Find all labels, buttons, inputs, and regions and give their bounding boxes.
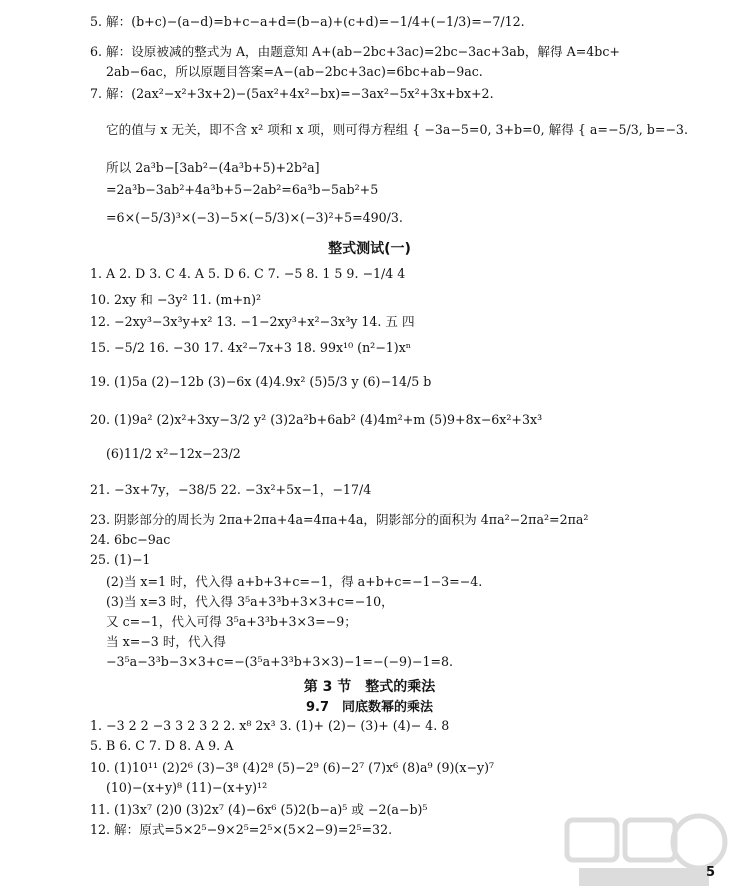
answer-line: 1. A 2. D 3. C 4. A 5. D 6. C 7. −5 8. 1 5 9. −1/4 4 (90, 266, 406, 281)
text-line: 7. 解：(2ax²−x²+3x+2)−(5ax²+4x²−bx)=−3ax²−5x²+3x+bx+2. (90, 86, 494, 101)
page-number: 5 (705, 865, 715, 880)
text-line: 它的值与 x 无关，即不含 x² 项和 x 项，则可得方程组 { −3a−5=0, 3+b=0, 解得 { a=−5/3, b=−3. (106, 122, 688, 137)
answer-line: (6)11/2 x²−12x−23/2 (106, 446, 241, 461)
subsection-title: 9.7 同底数幂的乘法 (305, 700, 434, 715)
text-line: =2a³b−3ab²+4a³b+5−2ab²=6a³b−5ab²+5 (106, 182, 379, 197)
text-line: 6. 解：设原被减的整式为 A，由题意知 A+(ab−2bc+3ac)=2bc−3ac+3ab，解得 A=4bc+ (90, 44, 620, 59)
answer-line: (10)−(x+y)⁸ (11)−(x+y)¹² (106, 780, 268, 795)
answer-line: 12. 解：原式=5×2⁵−9×2⁵=2⁵×(5×2−9)=2⁵=32. (90, 822, 393, 837)
answer-line: 15. −5/2 16. −30 17. 4x²−7x+3 18. 99x¹⁰ (n²−1)xⁿ (90, 340, 412, 355)
text-line: 所以 2a³b−[3ab²−(4a³b+5)+2b²a] (106, 160, 320, 175)
answer-line: 1. −3 2 2 −3 3 2 3 2 2. x⁸ 2x³ 3. (1)+ (2)− (3)+ (4)− 4. 8 (90, 718, 450, 733)
watermark-logo (559, 810, 729, 890)
answer-line: 21. −3x+7y，−38/5 22. −3x²+5x−1，−17/4 (90, 482, 372, 497)
answer-line: 当 x=−3 时，代入得 (106, 634, 226, 649)
answer-line: 23. 阴影部分的周长为 2πa+2πa+4a=4πa+4a，阴影部分的面积为 4πa²−2πa²=2πa² (90, 512, 589, 527)
section-title: 整式测试(一) (328, 241, 411, 257)
answer-line: 19. (1)5a (2)−12b (3)−6x (4)4.9x² (5)5/3 y (6)−14/5 b (90, 374, 432, 389)
answer-line: 10. (1)10¹¹ (2)2⁶ (3)−3⁸ (4)2⁸ (5)−2⁹ (6)−2⁷ (7)x⁶ (8)a⁹ (9)(x−y)⁷ (90, 760, 495, 775)
answer-line: 24. 6bc−9ac (90, 532, 171, 547)
answer-line: 11. (1)3x⁷ (2)0 (3)2x⁷ (4)−6x⁶ (5)2(b−a)⁵ 或 −2(a−b)⁵ (90, 802, 428, 817)
answer-line: 5. B 6. C 7. D 8. A 9. A (90, 738, 234, 753)
answer-line: 12. −2xy³−3x³y+x² 13. −1−2xy³+x²−3x³y 14. 五 四 (90, 314, 415, 329)
text-line: =6×(−5/3)³×(−3)−5×(−5/3)×(−3)²+5=490/3. (106, 210, 403, 225)
answer-line: (2)当 x=1 时，代入得 a+b+3+c=−1，得 a+b+c=−1−3=−4. (106, 574, 483, 589)
section-title: 第 3 节 整式的乘法 (303, 679, 436, 695)
answer-line: 又 c=−1，代入可得 3⁵a+3³b+3×3=−9； (106, 614, 357, 629)
answer-line: 20. (1)9a² (2)x²+3xy−3/2 y² (3)2a²b+6ab² (4)4m²+m (5)9+8x−6x²+3x³ (90, 412, 543, 427)
answer-line: 10. 2xy 和 −3y² 11. (m+n)² (90, 292, 262, 307)
answer-line: 25. (1)−1 (90, 552, 151, 567)
answer-line: (3)当 x=3 时，代入得 3⁵a+3³b+3×3+c=−10， (106, 594, 394, 609)
text-line: 2ab−6ac，所以原题目答案=A−(ab−2bc+3ac)=6bc+ab−9ac. (106, 64, 483, 79)
answer-line: −3⁵a−3³b−3×3+c=−(3⁵a+3³b+3×3)−1=−(−9)−1=8. (106, 654, 454, 669)
text-line: 5. 解：(b+c)−(a−d)=b+c−a+d=(b−a)+(c+d)=−1/4+(−1/3)=−7/12. (90, 14, 525, 29)
